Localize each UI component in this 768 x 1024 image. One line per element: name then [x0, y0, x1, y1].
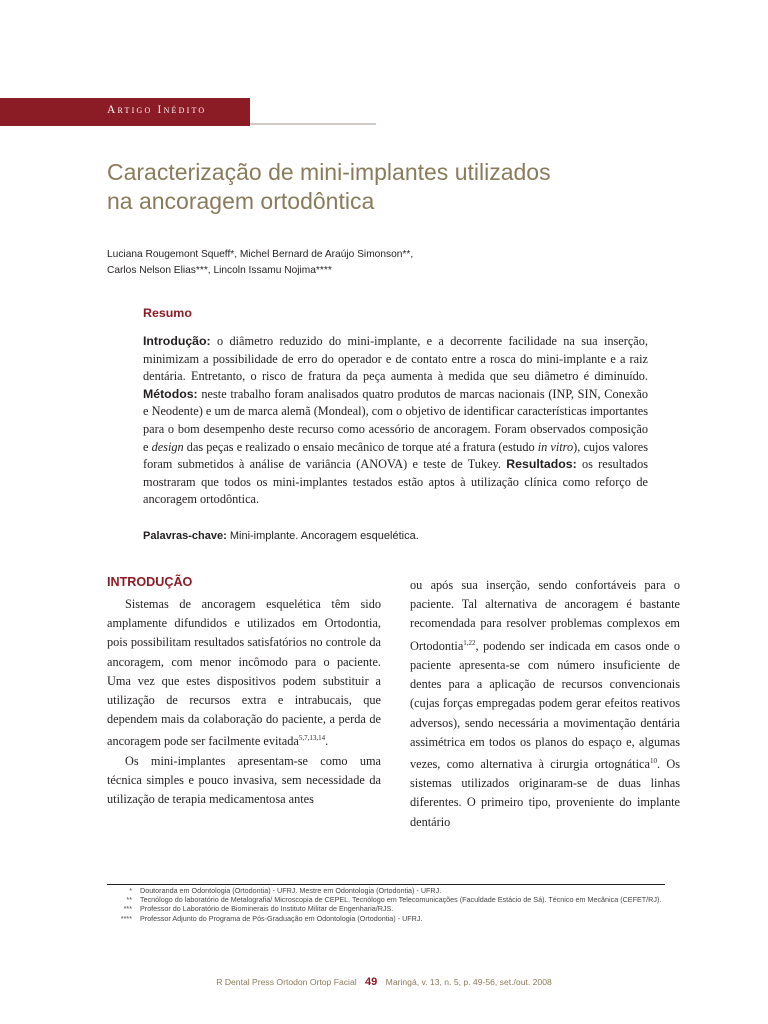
paragraph: [410, 576, 680, 832]
footnote: [107, 895, 667, 904]
citation-ref: 10: [649, 756, 657, 765]
abstract-intro-label: Introdução:: [143, 334, 211, 348]
section-label: Artigo Inédito: [107, 104, 207, 116]
footnote-text: Tecnólogo do laboratório de Metalografia/ Microscopia de CEPEL. Tecnólogo em Telecomunicações (Faculdade Estácio de Sá). Técnico em Mecânica (CEFET/RJ).: [140, 895, 662, 905]
abstract-intro-text: o diâmetro reduzido do mini-implante, e a decorrente facilidade na sua inserção, minimizam a possibilidade de erro do operador e de contato entre a rosca do mini-implante e a raiz dentária. Entretanto, o risco de fratura da peça aumenta à medida que seu diâmetro é diminuído.: [143, 334, 648, 384]
citation-ref: 1,22: [463, 638, 476, 647]
abstract-heading: Resumo: [143, 306, 192, 320]
footnote: [107, 904, 667, 913]
paragraph: Os mini-implantes apresentam-se como uma técnica simples e pouco invasiva, sem necessidade da utilização de terapia medicamentosa antes: [107, 753, 381, 807]
footnote-mark: **: [126, 895, 132, 905]
abstract-methods-text: ), cujos valores foram submetidos à análise de variância (ANOVA) e teste de Tukey.: [143, 439, 649, 472]
paragraph-text: Sistemas de ancoragem esquelética têm sido amplamente difundidos e utilizados em Ortodontia, pois possibilitam resultados satisfatórios no controle da ancoragem, com menor incômodo para o paciente. Uma vez que estes dispositivos podem substituir a utilização de recursos extra e intrabucais, que dependem mais da colaboração do paciente, a perda de ancoragem pode ser facilmente evitada: [107, 597, 381, 749]
citation-ref: 5,7,13,14: [298, 734, 326, 743]
abstract-methods-italic: in vitro: [537, 439, 574, 454]
title-line-2: na ancoragem ortodôntica: [107, 188, 375, 214]
footnotes: [107, 886, 667, 923]
abstract-methods-text: neste trabalho foram analisados quatro produtos de marcas nacionais (INP, SIN, Conexão e Neodente) e um de marca alemã (Mondeal), com o objetivo de identificar características importantes para o bom desempenho deste recurso como acessório de ancoragem. Foram observados composição e: [143, 386, 649, 454]
abstract-results-label: Resultados:: [506, 457, 577, 472]
title-line-1: Caracterização de mini-implantes utilizados: [107, 159, 551, 185]
article-title: [107, 158, 667, 216]
authors-line-1: Luciana Rougemont Squeff*, Michel Bernard de Araújo Simonson**,: [107, 249, 414, 260]
footnote-text: Doutoranda em Odontologia (Ortodontia) - UFRJ. Mestre em Odontologia (Ortodontia) - UFRJ.: [140, 886, 442, 895]
journal-name: R Dental Press Ortodon Ortop Facial: [216, 977, 357, 987]
footnote-divider: [107, 884, 665, 885]
page-footer: [0, 976, 768, 988]
paragraph: [107, 595, 381, 752]
body-column-right: [410, 576, 680, 832]
footnote: [107, 914, 667, 923]
footnote-mark: ****: [120, 913, 132, 923]
abstract-methods-text: das peças e realizado o ensaio mecânico de torque até a fratura (estudo: [186, 439, 535, 454]
abstract-results-text: os resultados mostraram que todos os mini-implantes testados estão aptos à utilização clínica como reforço de ancoragem ortodôntica.: [143, 457, 649, 507]
introduction-heading: INTRODUÇÃO: [107, 575, 193, 589]
paragraph-text: , podendo ser indicada em casos onde o paciente apresenta-se com número insuficiente de dentes para a aplicação de recursos convencionais (cujas forças empregadas podem gerar efeitos reativos adversos), sendo necessária a movimentação dentária assimétrica em todos os planos do espaço e, algumas vezes, como alternativa à cirurgia ortognática: [410, 638, 680, 772]
abstract-methods-label: Métodos:: [143, 386, 198, 401]
keywords-text: Mini-implante. Ancoragem esquelética.: [229, 530, 419, 542]
footnote-mark: ***: [123, 904, 132, 914]
keywords: [143, 530, 648, 542]
abstract-methods-italic: design: [151, 439, 184, 454]
body-column-left: [107, 595, 381, 809]
footnote: [107, 886, 667, 895]
footnote-text: Professor Adjunto do Programa de Pós-Graduação em Odontologia (Ortodontia) - UFRJ.: [140, 913, 423, 923]
paragraph-text: . Os sistemas utilizados originaram-se de duas linhas diferentes. O primeiro tipo, proveniente do implante dentário: [410, 757, 680, 829]
paragraph-text: ou após sua inserção, sendo confortáveis para o paciente. Tal alternativa de ancoragem é bastante recomendada para resolver problemas complexos em Ortodontia: [410, 578, 680, 653]
page-number: 49: [365, 976, 378, 988]
footnote-text: Professor do Laboratório de Biominerais do Instituto Militar de Engenharia/RJS.: [140, 904, 394, 914]
authors-line-2: Carlos Nelson Elias***, Lincoln Issamu Nojima****: [107, 265, 332, 276]
section-divider: [250, 123, 376, 125]
citation-info: Maringá, v. 13, n. 5, p. 49-56, set./out. 2008: [385, 977, 552, 987]
author-list: [107, 247, 667, 279]
footnote-mark: *: [129, 886, 132, 895]
abstract-body: [143, 333, 648, 509]
paragraph-text: .: [325, 734, 329, 749]
keywords-label: Palavras-chave:: [143, 530, 227, 542]
